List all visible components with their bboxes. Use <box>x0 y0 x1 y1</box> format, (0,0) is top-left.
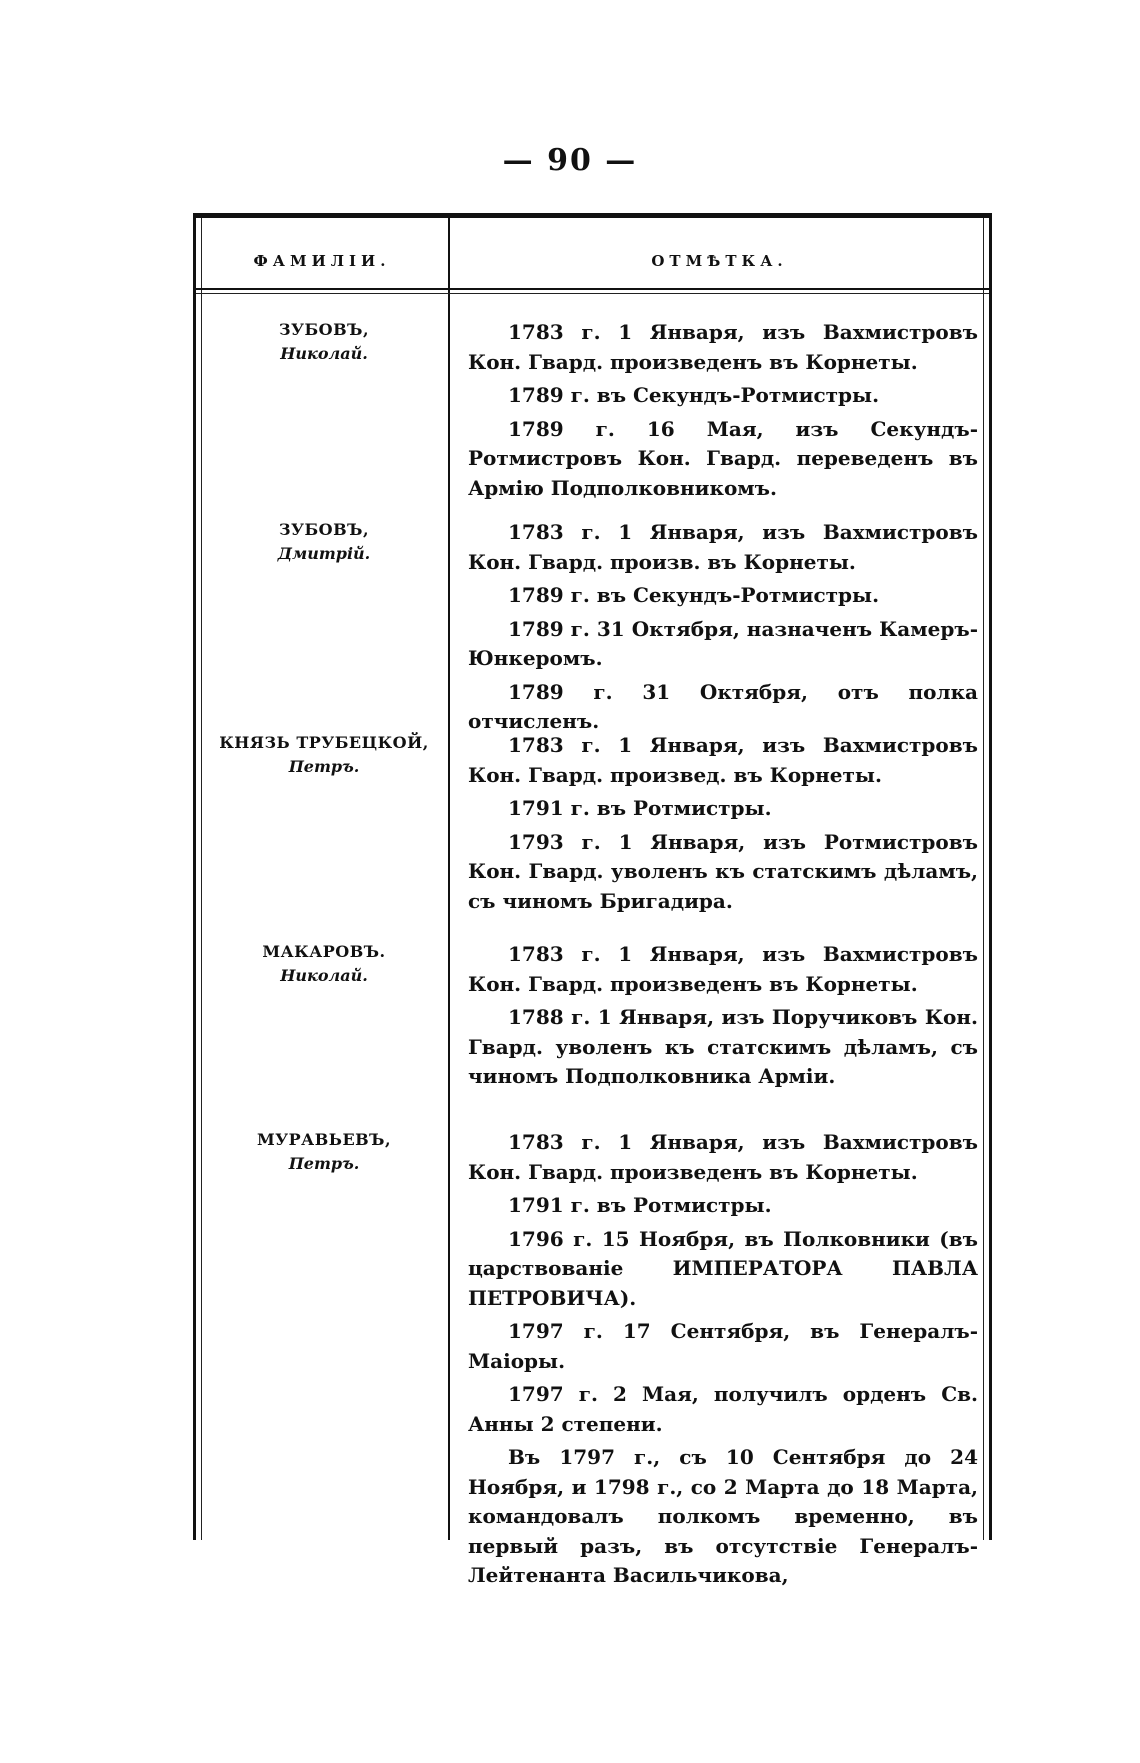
service-note: 1789 г. 31 Октября, назначенъ Камеръ-Юнкеромъ. <box>468 616 978 670</box>
table-inner-border-left <box>201 218 202 1540</box>
surname: ЗУБОВЪ, <box>278 320 370 339</box>
service-note: 1796 г. 15 Ноября, въ Полковники (въ царствованіе ИМПЕРАТОРА ПАВЛА ПЕТРОВИЧА). <box>468 1226 978 1310</box>
first-name: Николай. <box>280 344 368 363</box>
first-name: Петръ. <box>288 1154 360 1173</box>
header-rule-thin <box>196 293 989 294</box>
service-notes <box>468 731 978 920</box>
first-name: Дмитрій. <box>277 544 371 563</box>
person-name <box>204 518 444 566</box>
person-name <box>204 731 444 779</box>
page-number: — 90 — <box>502 143 638 178</box>
surname: МАКАРОВЪ. <box>262 942 386 961</box>
surname: КНЯЗЬ ТРУБЕЦКОЙ, <box>219 733 429 752</box>
records-table <box>193 213 992 1587</box>
service-notes <box>468 940 978 1096</box>
service-note: 1783 г. 1 Января, изъ Вахмистровъ Кон. Гвард. произведенъ въ Корнеты. <box>468 1130 978 1184</box>
service-note: 1789 г. 16 Мая, изъ Секундъ-Ротмистровъ Кон. Гвард. переведенъ въ Армію Подполковникомъ. <box>468 416 978 500</box>
service-notes <box>468 318 978 507</box>
column-divider <box>448 218 450 1540</box>
table-inner-border-right <box>983 218 984 1540</box>
header-rule <box>196 288 989 290</box>
service-note: 1788 г. 1 Января, изъ Поручиковъ Кон. Гвард. уволенъ къ статскимъ дѣламъ, съ чиномъ Подполковника Арміи. <box>468 1005 978 1088</box>
service-note: 1793 г. 1 Января, изъ Ротмистровъ Кон. Гвард. уволенъ къ статскимъ дѣламъ, съ чиномъ Бригадира. <box>468 829 978 913</box>
service-note: 1789 г. въ Секундъ-Ротмистры. <box>508 583 880 607</box>
first-name: Николай. <box>280 966 368 985</box>
service-note: 1791 г. въ Ротмистры. <box>508 1193 772 1217</box>
surname: МУРАВЬЕВЪ, <box>256 1130 392 1149</box>
service-note: 1783 г. 1 Января, изъ Вахмистровъ Кон. Гвард. произведенъ въ Корнеты. <box>468 942 978 996</box>
service-note: 1789 г. 31 Октября, отъ полка отчисленъ. <box>468 679 978 733</box>
service-notes <box>468 518 978 741</box>
service-note: 1783 г. 1 Января, изъ Вахмистровъ Кон. Гвард. произвед. въ Корнеты. <box>468 733 978 787</box>
service-note: Въ 1797 г., съ 10 Сентября до 24 Ноября, и 1798 г., со 2 Марта до 18 Марта, командовалъ полкомъ временно, въ первый разъ, въ отсутствіе Генералъ-Лейтенанта Васильчикова, <box>468 1445 978 1587</box>
column-header-notes: ОТМѢТКА. <box>651 252 788 270</box>
service-note: 1783 г. 1 Января, изъ Вахмистровъ Кон. Гвард. произв. въ Корнеты. <box>468 520 978 574</box>
service-note: 1791 г. въ Ротмистры. <box>508 796 772 820</box>
person-name <box>204 318 444 366</box>
service-note: 1797 г. 17 Сентября, въ Генералъ-Маіоры. <box>468 1319 978 1373</box>
surname: ЗУБОВЪ, <box>278 520 370 539</box>
person-name <box>204 1128 444 1176</box>
service-note: 1783 г. 1 Января, изъ Вахмистровъ Кон. Гвард. произведенъ въ Корнеты. <box>468 320 978 374</box>
column-header-names: ФАМИЛІИ. <box>253 252 391 270</box>
person-name <box>204 940 444 988</box>
service-notes <box>468 1128 978 1595</box>
service-note: 1789 г. въ Секундъ-Ротмистры. <box>508 383 880 407</box>
first-name: Петръ. <box>288 757 360 776</box>
service-note: 1797 г. 2 Мая, получилъ орденъ Св. Анны 2 степени. <box>468 1382 978 1436</box>
